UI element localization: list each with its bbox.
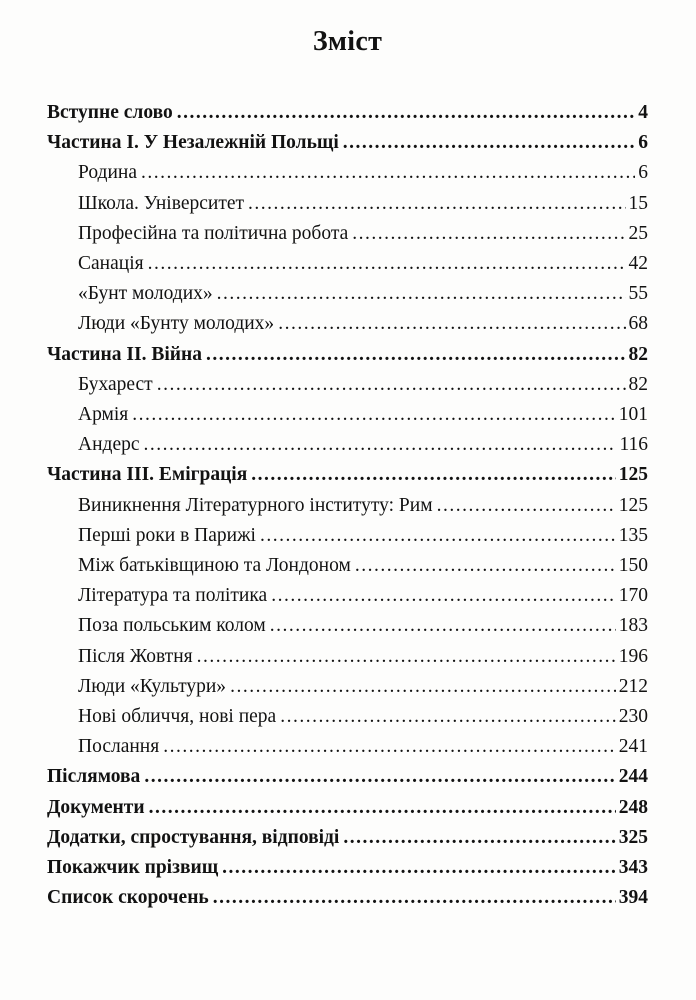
dot-leader [213,883,616,913]
toc-entry-page: 6 [638,162,648,184]
toc-entry-page: 343 [618,857,648,879]
toc-entry-label: Додатки, спростування, відповіді [47,826,340,848]
toc-entry [47,370,648,400]
toc-entry [47,702,648,732]
toc-entry-page: 135 [618,524,648,546]
toc-entry-page: 82 [628,343,648,365]
toc-entry-label: Поза польським колом [78,615,266,637]
toc-entry-label: Частина III. Еміграція [47,464,248,486]
toc-entry-page: 101 [618,404,648,426]
toc-entry-page: 55 [628,283,648,305]
toc-entry-page: 4 [638,102,648,123]
toc-entry [47,460,648,490]
toc-entry-page: 241 [618,736,648,758]
dot-leader [343,823,615,853]
toc-entry-page: 394 [618,887,648,909]
dot-leader [437,491,616,521]
toc-entry-label: Люди «Культури» [78,675,227,697]
toc-entry [47,400,648,430]
toc-entry [47,249,648,279]
toc-entry-page: 125 [618,464,648,486]
toc-entry-page: 6 [638,132,648,154]
toc-list [47,98,648,913]
toc-entry-label: Послання [78,736,160,758]
toc-entry-label: Професійна та політична робота [78,222,349,244]
toc-entry-label: Документи [47,796,145,818]
dot-leader [280,702,616,732]
toc-entry [47,762,648,792]
toc-entry-label: Виникнення Літературного інституту: Рим [78,494,433,516]
toc-entry-label: Між батьківщиною та Лондоном [78,555,351,577]
toc-entry-label: Частина II. Війна [47,343,202,365]
dot-leader [177,98,636,128]
toc-entry-page: 170 [618,585,648,607]
toc-entry-label: Післямова [47,766,141,788]
toc-entry-page: 82 [628,373,648,395]
dot-leader [355,551,616,581]
toc-entry [47,642,648,672]
toc-entry-label: Список скорочень [47,887,209,909]
toc-entry-label: Після Жовтня [78,645,193,667]
toc-entry-label: Література та політика [78,585,268,607]
dot-leader [148,249,626,279]
toc-entry [47,611,648,641]
toc-entry-label: Андерс [78,434,140,456]
toc-entry-label: Перші роки в Парижі [78,524,256,546]
toc-entry-label: Родина [78,162,137,184]
toc-entry [47,732,648,762]
toc-entry-page: 25 [628,222,648,244]
dot-leader [132,400,615,430]
toc-entry [47,98,648,128]
toc-entry-page: 125 [618,494,648,516]
toc-entry [47,219,648,249]
toc-entry-label: Санація [78,253,144,275]
toc-entry [47,279,648,309]
dot-leader [230,672,616,702]
toc-entry [47,581,648,611]
toc-entry-label: Частина I. У Незалежній Польщі [47,132,339,154]
toc-entry-page: 150 [618,555,648,577]
toc-entry [47,189,648,219]
toc-entry-label: Бухарест [78,373,153,395]
toc-entry-label: Покажчик прізвищ [47,857,219,879]
dot-leader [206,340,626,370]
toc-entry [47,430,648,460]
toc-entry-page: 42 [628,253,648,275]
toc-entry [47,521,648,551]
dot-leader [144,430,617,460]
toc-entry [47,793,648,823]
toc-entry-page: 68 [628,313,648,335]
toc-entry-page: 244 [618,766,648,788]
dot-leader [248,189,625,219]
dot-leader [270,611,616,641]
dot-leader [278,309,625,339]
toc-entry-label: Школа. Університет [78,192,245,214]
toc-entry-page: 116 [619,434,648,456]
toc-entry-page: 230 [618,706,648,728]
dot-leader [163,732,616,762]
toc-entry-page: 196 [618,645,648,667]
toc-entry [47,491,648,521]
toc-entry-label: Вступне слово [47,102,173,123]
toc-entry-label: Нові обличчя, нові пера [78,706,277,728]
toc-entry [47,672,648,702]
dot-leader [149,793,616,823]
dot-leader [260,521,616,551]
dot-leader [271,581,616,611]
toc-entry [47,340,648,370]
dot-leader [343,128,635,158]
dot-leader [251,460,615,490]
dot-leader [157,370,626,400]
toc-entry [47,883,648,913]
dot-leader [217,279,626,309]
toc-entry-page: 183 [618,615,648,637]
dot-leader [352,219,625,249]
toc-entry-label: Армія [78,404,129,426]
dot-leader [197,642,616,672]
toc-entry [47,551,648,581]
dot-leader [141,158,635,188]
toc-entry [47,823,648,853]
page-title: Зміст [312,26,383,57]
toc-entry [47,128,648,158]
toc-entry-label: «Бунт молодих» [78,283,213,305]
toc-entry [47,853,648,883]
toc-entry [47,309,648,339]
toc-entry-page: 248 [618,796,648,818]
dot-leader [222,853,616,883]
dot-leader [144,762,615,792]
toc-entry-page: 212 [618,675,648,697]
toc-entry-page: 325 [618,826,648,848]
toc-entry-page: 15 [628,192,648,214]
toc-entry-label: Люди «Бунту молодих» [78,313,275,335]
toc-entry [47,158,648,188]
